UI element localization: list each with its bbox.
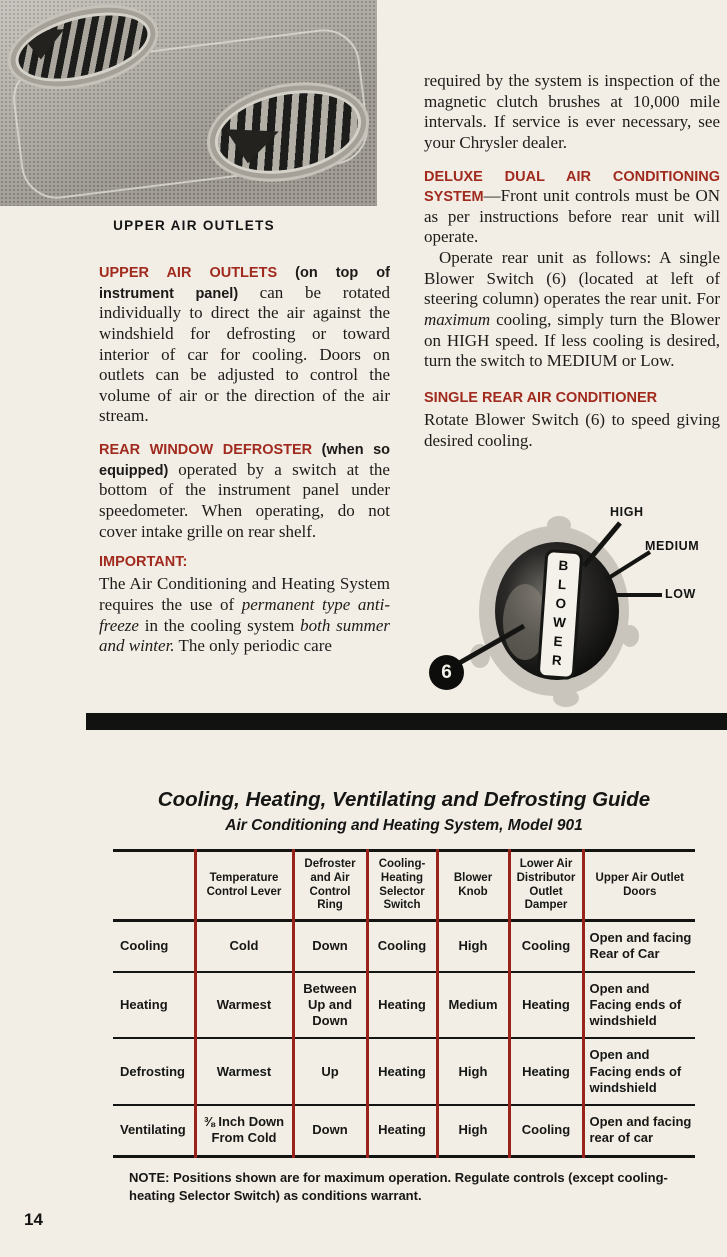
table-cell: Cooling <box>509 1105 583 1156</box>
paragraph-important <box>99 574 390 657</box>
guide-section <box>113 788 695 1205</box>
callout-label-medium: MEDIUM <box>645 539 700 553</box>
body-text: operated by a switch at the bottom of the instrument panel under speedometer. When operating, do not cover intake grille on rear shelf. <box>99 459 390 541</box>
body-text: The only periodic care <box>174 636 332 656</box>
row-label: Ventilating <box>120 1122 186 1138</box>
table-cell: Warmest <box>195 1038 293 1105</box>
guide-table <box>113 849 695 1158</box>
subheading-instrument-panel: (on top of instrument panel) <box>99 265 390 302</box>
table-row <box>113 1105 695 1156</box>
table-cell: Open and facing rear of car <box>583 1105 695 1156</box>
table-cell: Open and facing Rear of Car <box>583 921 695 972</box>
paragraph-magnetic-clutch: required by the system is inspection of the magnetic clutch brushes at 10,000 mile intervals. If service is ever necessary, see your Chrysler dealer. <box>424 71 720 152</box>
section-divider-bar <box>86 713 727 730</box>
table-cell: Up <box>293 1038 367 1105</box>
paragraph-rear-window-defroster <box>99 439 390 542</box>
table-cell: Heating <box>367 1038 437 1105</box>
table-row <box>113 1038 695 1105</box>
callout-label-high: HIGH <box>610 505 644 519</box>
blower-knob-label: BLOWER <box>548 557 572 672</box>
body-text: in the cooling system <box>138 615 301 635</box>
note-body: Positions shown are for maximum operation. Regulate controls (except cooling-heating Selector Switch) as conditions warrant. <box>129 1169 668 1203</box>
table-header-row <box>113 851 695 921</box>
body-text: cooling, simply turn the Blower on HIGH speed. If less cooling is desired, turn the switch to MEDIUM or Low. <box>424 310 720 371</box>
column-header: Upper Air Outlet Doors <box>583 851 695 921</box>
paragraph-single-rear-ac: Rotate Blower Switch (6) to speed giving desired cooling. <box>424 409 720 450</box>
table-cell: Medium <box>437 972 509 1039</box>
guide-note <box>129 1169 685 1205</box>
heading-deluxe-dual-ac: DELUXE DUAL AIR CONDITIONING SYSTEM <box>424 168 720 206</box>
body-text: can be rotated individually to direct the air against the windshield for defrosting or toward interior of car for cooling. Doors on outlets can be adjusted to control the volume of air or the direction of the air stream. <box>99 282 390 426</box>
heading-important: IMPORTANT: <box>99 554 188 571</box>
guide-subtitle: Air Conditioning and Heating System, Model 901 <box>225 817 583 834</box>
note-lead: NOTE: <box>129 1169 174 1185</box>
table-cell: High <box>437 921 509 972</box>
table-cell: Heating <box>367 972 437 1039</box>
blower-switch-diagram <box>424 498 726 713</box>
column-header: Cooling-Heating Selector Switch <box>367 851 437 921</box>
table-cell: Cold <box>195 921 293 972</box>
table-cell: Cooling <box>509 921 583 972</box>
body-text: —Front unit controls must be ON as per instructions before rear unit will operate. <box>424 186 720 247</box>
row-label: Heating <box>120 996 168 1012</box>
heading-single-rear-ac: SINGLE REAR AIR CONDITIONER <box>424 389 658 406</box>
row-label: Defrosting <box>120 1063 185 1079</box>
table-cell: High <box>437 1105 509 1156</box>
row-label: Cooling <box>120 938 169 954</box>
heading-rear-window-defroster: REAR WINDOW DEFROSTER <box>99 442 322 459</box>
right-column <box>424 71 720 463</box>
heading-upper-air-outlets: UPPER AIR OUTLETS <box>99 265 296 281</box>
column-header: Blower Knob <box>437 851 509 921</box>
guide-title: Cooling, Heating, Ventilating and Defrosting Guide <box>157 788 651 811</box>
table-cell: Open and Facing ends of windshield <box>583 1038 695 1105</box>
table-cell: Heating <box>509 972 583 1039</box>
table-cell: Between Up and Down <box>293 972 367 1039</box>
table-cell: Cooling <box>367 921 437 972</box>
table-cell: Warmest <box>195 972 293 1039</box>
table-cell: ⅜ Inch Down From Cold <box>195 1105 293 1156</box>
upper-air-outlets-photo <box>0 0 377 206</box>
body-text: The Air Conditioning and Heating System requires the use of <box>99 574 390 614</box>
table-cell: Heating <box>367 1105 437 1156</box>
callout-label-low: LOW <box>665 587 696 601</box>
table-cell: Heating <box>509 1038 583 1105</box>
italic-text: both summer and winter. <box>99 615 390 656</box>
table-row <box>113 921 695 972</box>
photo-caption: UPPER AIR OUTLETS <box>113 218 275 233</box>
table-cell: Down <box>293 1105 367 1156</box>
table-row <box>113 972 695 1039</box>
subheading-when-so-equipped: (when so equipped) <box>99 442 390 479</box>
italic-text: permanent type anti-freeze <box>99 594 390 635</box>
table-cell: High <box>437 1038 509 1105</box>
table-cell: Down <box>293 921 367 972</box>
body-text: Operate rear unit as follows: A single Blower Switch (6) (located at left of steering column) operates the rear unit. For <box>424 248 720 309</box>
paragraph-deluxe-dual-ac <box>424 166 720 249</box>
column-header <box>113 851 195 921</box>
column-header: Defroster and Air Control Ring <box>293 851 367 921</box>
column-header: Lower Air Distributor Outlet Damper <box>509 851 583 921</box>
paragraph-upper-air-outlets <box>99 262 390 427</box>
paragraph-operate-rear-unit <box>424 248 720 372</box>
column-header: Temperature Control Lever <box>195 851 293 921</box>
page-number: 14 <box>24 1210 43 1229</box>
left-column <box>99 262 390 669</box>
table-cell: Open and Facing ends of windshield <box>583 972 695 1039</box>
callout-badge-6: 6 <box>429 655 464 690</box>
italic-text: maximum <box>424 310 491 330</box>
